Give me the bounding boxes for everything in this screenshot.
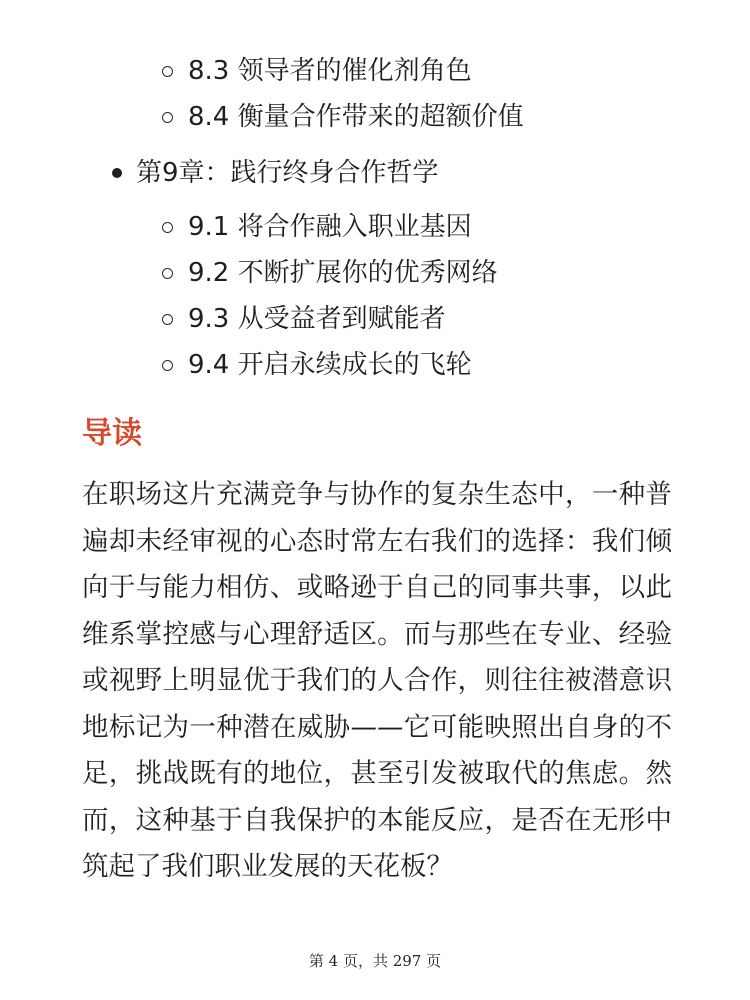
toc-item[interactable] bbox=[162, 48, 524, 94]
toc-item-label: 8.3 领导者的催化剂角色 bbox=[188, 56, 472, 86]
toc-sublist-chapter8 bbox=[162, 48, 524, 140]
hollow-bullet-icon bbox=[162, 112, 173, 123]
filled-bullet-icon bbox=[112, 168, 122, 178]
toc-item[interactable] bbox=[162, 296, 498, 342]
toc-item-label: 9.3 从受益者到赋能者 bbox=[188, 304, 446, 334]
toc-item-label: 9.4 开启永续成长的飞轮 bbox=[188, 350, 472, 380]
toc-item[interactable] bbox=[162, 94, 524, 140]
toc-item-label: 8.4 衡量合作带来的超额价值 bbox=[188, 102, 524, 132]
toc-sublist-chapter9 bbox=[162, 204, 498, 388]
toc-item[interactable] bbox=[162, 250, 498, 296]
hollow-bullet-icon bbox=[162, 360, 173, 371]
toc-item[interactable] bbox=[162, 342, 498, 388]
toc-item-label: 9.1 将合作融入职业基因 bbox=[188, 212, 472, 242]
page-number: 第 4 页，共 297 页 bbox=[308, 952, 442, 970]
toc-chapter-9[interactable] bbox=[112, 148, 439, 198]
toc-item-label: 9.2 不断扩展你的优秀网络 bbox=[188, 258, 498, 288]
hollow-bullet-icon bbox=[162, 222, 173, 233]
toc-item[interactable] bbox=[162, 204, 498, 250]
toc-chapter-title: 第9章：践行终身合作哲学 bbox=[136, 158, 439, 188]
hollow-bullet-icon bbox=[162, 314, 173, 325]
section-heading-intro: 导读 bbox=[82, 416, 142, 451]
intro-paragraph: 在职场这片充满竞争与协作的复杂生态中，一种普遍却未经审视的心态时常左右我们的选择：我们倾向于与能力相仿、或略逊于自己的同事共事，以此维系掌控感与心理舒适区。而与那些在专业、经验或视野上明显优于我们的人合作，则往往被潜意识地标记为一种潜在威胁——它可能映照出自身的不足，挑战既有的地位，甚至引发被取代的焦虑。然而，这种基于自我保护的本能反应，是否在无形中筑起了我们职业发展的天花板？ bbox=[82, 479, 672, 882]
hollow-bullet-icon bbox=[162, 268, 173, 279]
hollow-bullet-icon bbox=[162, 66, 173, 77]
